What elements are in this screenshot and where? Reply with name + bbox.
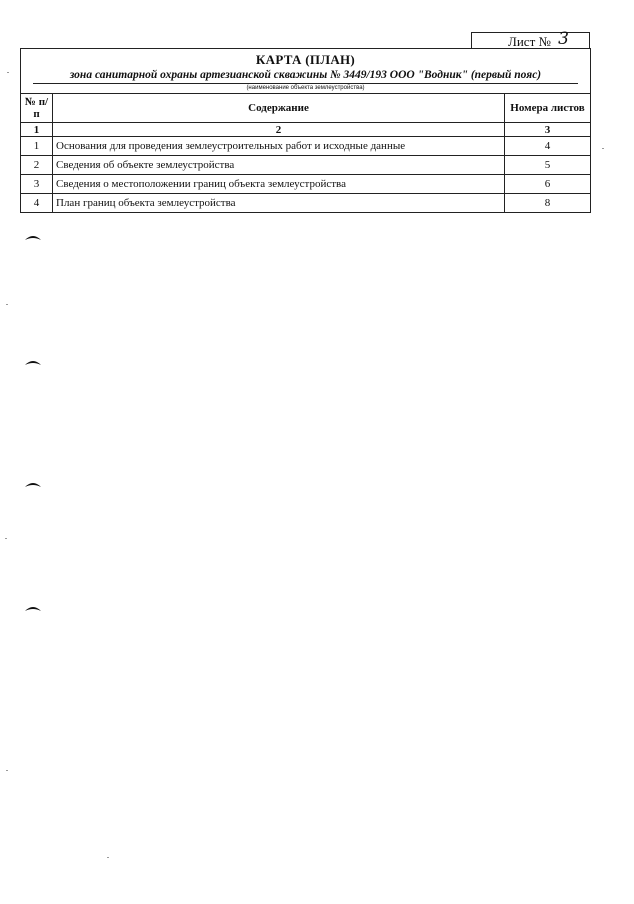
document-header [21,49,590,94]
punch-hole-mark [24,358,42,366]
column-index-1: 1 [21,123,53,137]
row-number: 2 [21,156,53,175]
row-number: 4 [21,194,53,213]
table-row [21,137,590,156]
document-title: КАРТА (ПЛАН) [255,52,356,67]
row-sheet-number: 8 [505,194,591,213]
object-name: зона санитарной охраны артезианской скважины № 3449/193 ООО "Водник" (первый пояс) [33,69,578,84]
table-row [21,194,590,213]
contents-table [21,94,590,212]
punch-hole-mark [24,604,42,612]
row-content: План границ объекта землеустройства [53,194,505,213]
row-sheet-number: 5 [505,156,591,175]
sheet-label: Лист № [508,34,551,49]
column-header-content: Содержание [53,94,505,123]
object-name-caption: (наименование объекта землеустройства) [246,85,365,91]
column-index-2: 2 [53,123,505,137]
row-sheet-number: 4 [505,137,591,156]
row-content: Сведения о местоположении границ объекта землеустройства [53,175,505,194]
column-header-number: № п/п [21,94,53,123]
punch-hole-mark [24,480,42,488]
column-index-3: 3 [505,123,591,137]
punch-hole-mark [24,233,42,241]
table-header-row [21,94,590,123]
sheet-number: 3 [558,29,569,49]
row-content: Основания для проведения землеустроительных работ и исходные данные [53,137,505,156]
sheet-number-box [471,29,590,49]
scan-speck [602,148,604,149]
table-row [21,156,590,175]
scan-speck [7,72,9,73]
scan-speck [5,538,7,539]
row-content: Сведения об объекте землеустройства [53,156,505,175]
map-plan-table-frame [20,48,591,213]
row-sheet-number: 6 [505,175,591,194]
scan-speck [107,857,109,858]
row-number: 1 [21,137,53,156]
table-row [21,175,590,194]
column-header-sheets: Номера листов [505,94,591,123]
scan-speck [6,770,8,771]
row-number: 3 [21,175,53,194]
column-index-row [21,123,590,137]
scan-speck [6,304,8,305]
